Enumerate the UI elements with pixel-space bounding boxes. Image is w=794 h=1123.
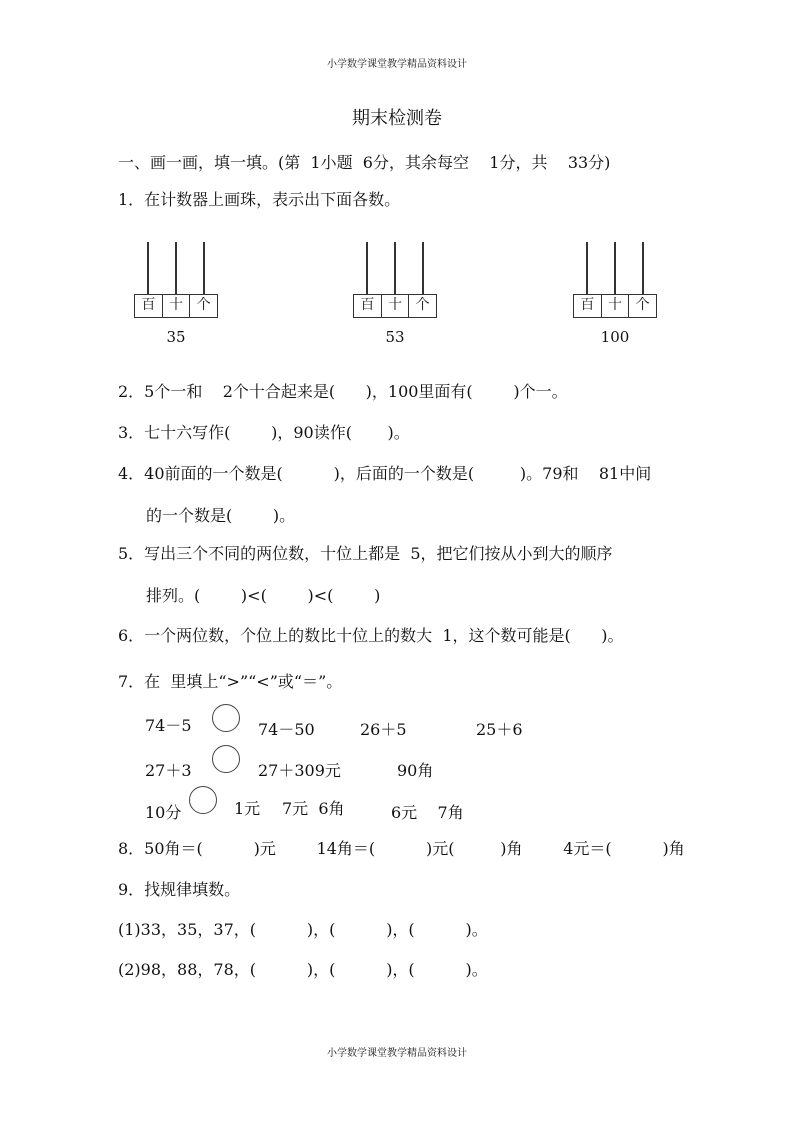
question-6: 6．一个两位数，个位上的数比十位上的数大 1，这个数可能是( )。 bbox=[118, 626, 624, 645]
question-4-line-2: 的一个数是( )。 bbox=[146, 506, 296, 525]
compare-expr: 90角 bbox=[397, 761, 434, 780]
question-3: 3．七十六写作( )，90读作( )。 bbox=[118, 423, 410, 442]
section-1-heading: 一、画一画，填一填。(第 1小题 6分，其余每空 1分，共 33分) bbox=[118, 153, 611, 172]
abacus-rod bbox=[175, 242, 177, 294]
abacus-35 bbox=[134, 242, 224, 352]
question-8: 8．50角＝( )元 14角＝( )元( )角 4元＝( )角 bbox=[118, 839, 685, 858]
question-5-line-2: 排列。( )<( )<( ) bbox=[146, 586, 381, 605]
compare-expr: 27＋309元 bbox=[258, 761, 341, 780]
abacus-53 bbox=[353, 242, 443, 352]
compare-expr: 26＋5 bbox=[360, 720, 407, 739]
abacus-place-labels bbox=[134, 294, 218, 318]
abacus-rod bbox=[422, 242, 424, 294]
question-2: 2．5个一和 2个十合起来是( )，100里面有( )个一。 bbox=[118, 382, 568, 401]
question-9-part-1: (1)33，35，37，( )，( )，( )。 bbox=[118, 920, 488, 939]
abacus-rod bbox=[147, 242, 149, 294]
question-9-part-2: (2)98，88，78，( )，( )，( )。 bbox=[118, 960, 488, 979]
abacus-label-ones: 个 bbox=[635, 297, 650, 313]
abacus-number: 100 bbox=[600, 328, 630, 346]
compare-circle[interactable] bbox=[212, 704, 240, 732]
abacus-label-hundreds: 百 bbox=[135, 295, 163, 317]
abacus-number: 53 bbox=[385, 328, 405, 346]
abacus-label-hundreds: 百 bbox=[574, 295, 602, 317]
abacus-label-ones: 个 bbox=[415, 297, 430, 313]
question-7: 7．在 里填上“>”“<”或“＝”。 bbox=[118, 672, 343, 691]
compare-expr: 1元 bbox=[234, 799, 261, 818]
abacus-place-labels bbox=[573, 294, 657, 318]
abacus-rod bbox=[642, 242, 644, 294]
abacus-100 bbox=[573, 242, 663, 352]
compare-expr: 6元 7角 bbox=[391, 803, 464, 822]
abacus-rod bbox=[203, 242, 205, 294]
page-title: 期末检测卷 bbox=[352, 108, 442, 129]
abacus-rod bbox=[394, 242, 396, 294]
abacus-number: 35 bbox=[166, 328, 186, 346]
abacus-place-labels bbox=[353, 294, 437, 318]
question-5-line-1: 5．写出三个不同的两位数，十位上都是 5，把它们按从小到大的顺序 bbox=[118, 544, 613, 563]
compare-expr: 7元 6角 bbox=[282, 799, 345, 818]
question-9: 9．找规律填数。 bbox=[118, 880, 241, 899]
abacus-rod bbox=[614, 242, 616, 294]
abacus-rod bbox=[366, 242, 368, 294]
compare-expr: 74－50 bbox=[258, 720, 315, 739]
compare-expr: 74－5 bbox=[145, 716, 192, 735]
abacus-label-tens: 十 bbox=[163, 295, 191, 317]
abacus-label-tens: 十 bbox=[382, 295, 410, 317]
compare-expr: 27＋3 bbox=[145, 761, 192, 780]
question-1: 1．在计数器上画珠，表示出下面各数。 bbox=[118, 190, 401, 209]
abacus-rod bbox=[586, 242, 588, 294]
compare-circle[interactable] bbox=[189, 786, 217, 814]
compare-expr: 10分 bbox=[145, 803, 182, 822]
abacus-label-hundreds: 百 bbox=[354, 295, 382, 317]
abacus-label-ones: 个 bbox=[196, 297, 211, 313]
abacus-label-tens: 十 bbox=[602, 295, 630, 317]
page-header: 小学数学课堂教学精品资料设计 bbox=[327, 59, 467, 70]
question-4-line-1: 4．40前面的一个数是( )，后面的一个数是( )。79和 81中间 bbox=[118, 464, 652, 483]
compare-expr: 25＋6 bbox=[476, 720, 523, 739]
compare-circle[interactable] bbox=[212, 745, 240, 773]
page-footer: 小学数学课堂教学精品资料设计 bbox=[327, 1048, 467, 1059]
